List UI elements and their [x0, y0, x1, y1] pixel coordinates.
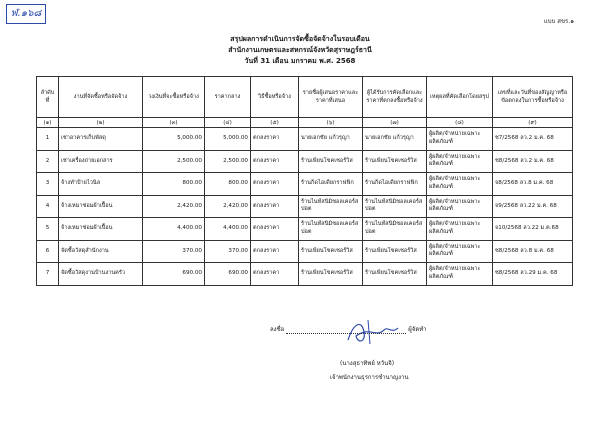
table-row — [37, 128, 573, 151]
signer-title: เจ้าพนักงานธุรการชำนาญงาน — [330, 374, 409, 381]
cell-contract: ช7/2568 ลว.2 ม.ค. 68 — [493, 128, 573, 151]
column-header: ผู้ได้รับการคัดเลือกและราคาที่ตกลงซื้อหรือจ้าง — [363, 77, 427, 118]
column-number: (๗) — [363, 118, 427, 128]
column-header: รายชื่อผู้เสนอราคาและราคาที่เสนอ — [299, 77, 363, 118]
cell-reason: ผู้ผลิต/จำหน่ายเฉพาะผลิตภัณฑ์ — [427, 195, 493, 218]
cell-reason: ผู้ผลิต/จำหน่ายเฉพาะผลิตภัณฑ์ — [427, 150, 493, 173]
cell-winner: นายเอกชัย แก้วรุญา — [363, 128, 427, 151]
cell-bidder: ร้านก็ดไอเดียกราฟฟิก — [299, 173, 363, 196]
cell-item: จ้างเหมาซ่อมผ้าเปื้อน — [59, 195, 143, 218]
signature-prefix: ลงชื่อ — [270, 326, 285, 333]
column-header: ลำดับที่ — [37, 77, 59, 118]
cell-budget: 370.00 — [143, 240, 205, 263]
cell-no: 6 — [37, 240, 59, 263]
table-row — [37, 173, 573, 196]
cell-budget: 800.00 — [143, 173, 205, 196]
table-row — [37, 263, 573, 286]
cell-no: 5 — [37, 218, 59, 241]
cell-no: 1 — [37, 128, 59, 151]
cell-item: เช่าเครื่องถ่ายเอกสาร — [59, 150, 143, 173]
cell-method: ตกลงราคา — [251, 218, 299, 241]
cell-reason: ผู้ผลิต/จำหน่ายเฉพาะผลิตภัณฑ์ — [427, 173, 493, 196]
cell-bidder: ร้านไนท์สนิมิซอลเคอร์สปอต — [299, 195, 363, 218]
column-number: (๕) — [251, 118, 299, 128]
column-number: (๓) — [143, 118, 205, 128]
cell-bidder: ร้านเพียนโซคเซอร์วิส — [299, 150, 363, 173]
cell-median: 4,400.00 — [205, 218, 251, 241]
cell-median: 690.00 — [205, 263, 251, 286]
cell-winner: ร้านเพียนโซคเซอร์วิส — [363, 240, 427, 263]
document-header — [0, 34, 600, 67]
cell-median: 2,500.00 — [205, 150, 251, 173]
cell-method: ตกลงราคา — [251, 150, 299, 173]
table-row — [37, 150, 573, 173]
form-code: แบบ สขร.๑ — [543, 18, 574, 25]
cell-method: ตกลงราคา — [251, 240, 299, 263]
cell-bidder: นายเอกชัย แก้วรุญา — [299, 128, 363, 151]
table-row — [37, 218, 573, 241]
cell-contract: ซ8/2568 ลว.8 ม.ค. 68 — [493, 240, 573, 263]
column-number: (๙) — [493, 118, 573, 128]
signature-suffix: ผู้จัดทำ — [408, 326, 427, 333]
table-row — [37, 195, 573, 218]
cell-no: 2 — [37, 150, 59, 173]
column-number: (๑) — [37, 118, 59, 128]
column-header: วิธีซื้อหรือจ้าง — [251, 77, 299, 118]
cell-contract: จ8/2568 ลว.8 ม.ค. 68 — [493, 173, 573, 196]
cell-no: 7 — [37, 263, 59, 286]
header-date: วันที่ 31 เดือน มกราคม พ.ศ. 2568 — [244, 57, 356, 65]
signature-dots — [286, 333, 406, 334]
cell-item: เช่าอาคารเก็บพัสดุ — [59, 128, 143, 151]
handwritten-stamp: ฬ.๑๖๘ — [6, 4, 46, 24]
cell-budget: 2,500.00 — [143, 150, 205, 173]
procurement-table — [36, 76, 573, 286]
cell-winner: ร้านไนท์สนิมิซอลเคอร์สปอต — [363, 195, 427, 218]
cell-no: 3 — [37, 173, 59, 196]
cell-budget: 4,400.00 — [143, 218, 205, 241]
column-header: งานที่จัดซื้อหรือจัดจ้าง — [59, 77, 143, 118]
cell-budget: 2,420.00 — [143, 195, 205, 218]
cell-item: จ้างทำป้ายไวนิล — [59, 173, 143, 196]
table-row — [37, 240, 573, 263]
cell-contract: จ10/2568 ลว.22 ม.ค.68 — [493, 218, 573, 241]
column-number: (๒) — [59, 118, 143, 128]
column-number: (๔) — [205, 118, 251, 128]
cell-reason: ผู้ผลิต/จำหน่ายเฉพาะผลิตภัณฑ์ — [427, 218, 493, 241]
cell-item: จ้างเหมาซ่อมผ้าเปื้อน — [59, 218, 143, 241]
column-header: เหตุผลที่คัดเลือกโดยสรุป — [427, 77, 493, 118]
cell-no: 4 — [37, 195, 59, 218]
column-header: ราคากลาง — [205, 77, 251, 118]
column-number: (๖) — [299, 118, 363, 128]
cell-method: ตกลงราคา — [251, 263, 299, 286]
cell-method: ตกลงราคา — [251, 195, 299, 218]
cell-reason: ผู้ผลิต/จำหน่ายเฉพาะผลิตภัณฑ์ — [427, 240, 493, 263]
cell-median: 800.00 — [205, 173, 251, 196]
cell-reason: ผู้ผลิต/จำหน่ายเฉพาะผลิตภัณฑ์ — [427, 128, 493, 151]
cell-winner: ร้านก็ดไอเดียกราฟฟิก — [363, 173, 427, 196]
cell-contract: ช8/2568 ลว.2 ม.ค. 68 — [493, 150, 573, 173]
cell-item: จัดซื้อวัสดุสำนักงาน — [59, 240, 143, 263]
signer-name: (นางสุธาทิพย์ หวันจิ) — [340, 360, 395, 367]
cell-item: จัดซื้อวัสดุงานบ้านงานครัว — [59, 263, 143, 286]
cell-budget: 690.00 — [143, 263, 205, 286]
signature-line — [270, 324, 470, 334]
header-title: สรุปผลการดำเนินการจัดซื้อจัดจ้างในรอบเดือน — [230, 35, 370, 43]
cell-median: 370.00 — [205, 240, 251, 263]
column-number-row — [37, 118, 573, 128]
cell-winner: ร้านไนท์สนิมิซอลเคอร์สปอต — [363, 218, 427, 241]
cell-bidder: ร้านเพียนโซคเซอร์วิส — [299, 263, 363, 286]
cell-budget: 5,000.00 — [143, 128, 205, 151]
cell-bidder: ร้านไนท์สนิมิซอลเคอร์สปอต — [299, 218, 363, 241]
cell-reason: ผู้ผลิต/จำหน่ายเฉพาะผลิตภัณฑ์ — [427, 263, 493, 286]
cell-winner: ร้านเพียนโซคเซอร์วิส — [363, 263, 427, 286]
table-header-row — [37, 77, 573, 118]
column-header: วงเงินที่จะซื้อหรือจ้าง — [143, 77, 205, 118]
cell-bidder: ร้านเพียนโซคเซอร์วิส — [299, 240, 363, 263]
cell-winner: ร้านเพียนโซคเซอร์วิส — [363, 150, 427, 173]
cell-method: ตกลงราคา — [251, 128, 299, 151]
cell-method: ตกลงราคา — [251, 173, 299, 196]
cell-contract: ซ8/2568 ลว.29 ม.ค. 68 — [493, 263, 573, 286]
column-number: (๘) — [427, 118, 493, 128]
cell-contract: จ9/2568 ลว.22 ม.ค. 68 — [493, 195, 573, 218]
header-office: สำนักงานเกษตรและสหกรณ์จังหวัดสุราษฎร์ธานี — [228, 46, 372, 54]
column-header: เลขที่และวันที่ของสัญญาหรือข้อตกลงในการซื้อหรือจ้าง — [493, 77, 573, 118]
cell-median: 2,420.00 — [205, 195, 251, 218]
cell-median: 5,000.00 — [205, 128, 251, 151]
